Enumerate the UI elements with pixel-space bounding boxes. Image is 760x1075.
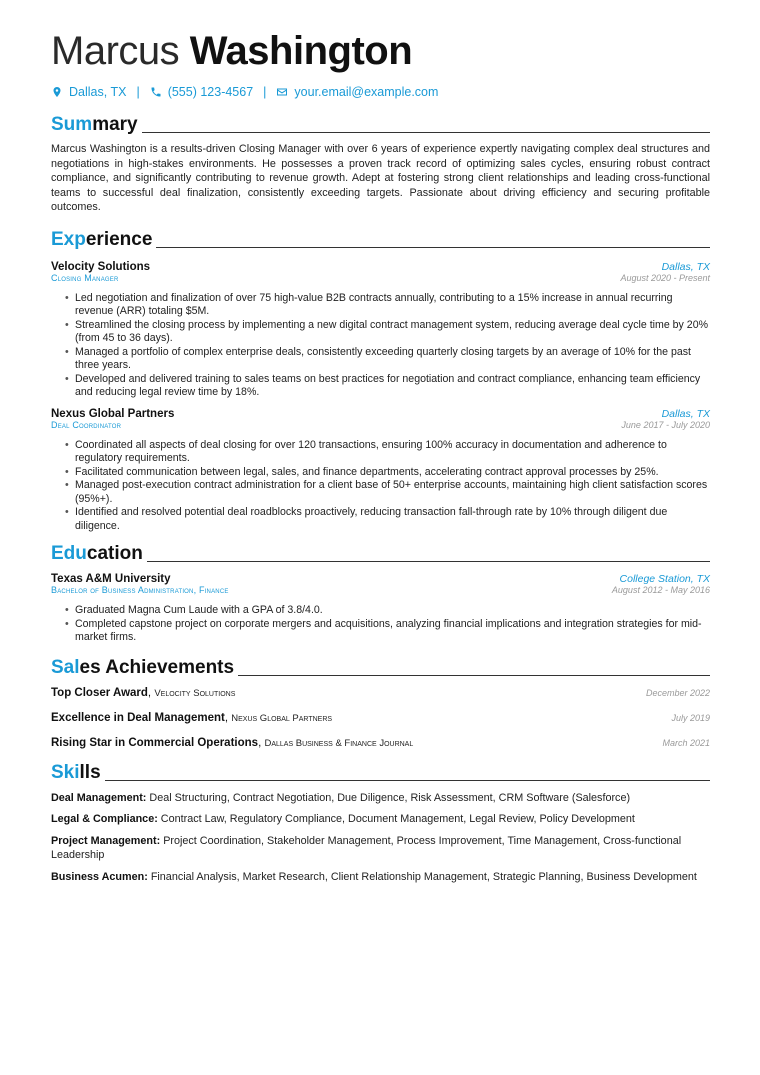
skill-value: Financial Analysis, Market Research, Client Relationship Management, Strategic Planning, Business Development	[150, 870, 697, 883]
bullet-item: • Developed and delivered training to sales teams on best practices for negotiation and contract compliance, enhancing team efficiency and reducing legal review time by 18%.	[65, 373, 710, 400]
location-text: Dallas, TX	[69, 85, 127, 99]
section-title: Skills	[51, 761, 101, 783]
last-name: Washington	[189, 29, 413, 73]
experience-heading	[51, 227, 710, 251]
candidate-name	[51, 28, 710, 74]
section-title: Summary	[51, 114, 138, 135]
achievement-item: Rising Star in Commercial Operations, Dallas Business & Finance Journal March 2021	[51, 736, 710, 749]
award-date: December 2022	[645, 687, 710, 698]
phone-icon	[150, 86, 162, 98]
section-rule	[142, 132, 710, 133]
skill-value: Deal Structuring, Contract Negotiation, Due Diligence, Risk Assessment, CRM Software (Salesforce)	[149, 791, 631, 804]
skill-value: Contract Law, Regulatory Compliance, Document Management, Legal Review, Policy Development	[160, 813, 635, 825]
skill-label: Deal Management:	[51, 791, 147, 804]
phone-text: (555) 123-4567	[167, 85, 254, 99]
job-role: Closing Manager	[51, 272, 119, 283]
contact-separator: |	[263, 85, 267, 99]
job-dates: August 2020 - Present	[620, 272, 710, 283]
bullet-item: • Facilitated communication between legal, sales, and finance departments, accelerating contract approval processes by 25%.	[65, 466, 710, 480]
resume-page	[51, 28, 710, 884]
section-rule	[238, 675, 710, 676]
section-title: Sales Achievements	[51, 656, 235, 678]
education-bullets	[65, 604, 710, 645]
job-entry	[51, 408, 710, 534]
first-name: Marcus	[51, 29, 180, 73]
section-title: Experience	[51, 228, 153, 250]
skill-label: Project Management:	[51, 834, 161, 847]
education-entry	[51, 573, 710, 645]
job-role: Deal Coordinator	[51, 419, 122, 430]
skill-label: Legal & Compliance:	[51, 813, 158, 825]
award-date: July 2019	[671, 712, 710, 723]
contact-phone[interactable]	[150, 85, 253, 99]
map-marker-icon	[51, 86, 63, 98]
skill-line	[51, 812, 710, 827]
education-heading	[51, 541, 710, 565]
award-name: Top Closer Award	[51, 686, 148, 699]
contact-line	[51, 84, 710, 100]
contact-separator: |	[136, 85, 140, 99]
bullet-item: • Coordinated all aspects of deal closing for over 120 transactions, ensuring 100% accuracy in documentation and adherence to regulatory requirements.	[65, 439, 710, 466]
bullet-item: • Completed capstone project on corporate mergers and acquisitions, analyzing financial implications and integration strategies for mid-market firms.	[65, 618, 710, 645]
job-bullets	[65, 292, 710, 400]
education-dates: August 2012 - May 2016	[611, 585, 710, 595]
award-name: Excellence in Deal Management	[51, 711, 225, 724]
section-rule	[156, 247, 710, 248]
award-date: March 2021	[662, 737, 710, 748]
job-bullets	[65, 439, 710, 534]
summary-heading	[51, 112, 710, 136]
skills-heading	[51, 760, 710, 784]
job-dates: June 2017 - July 2020	[621, 419, 710, 430]
award-name: Rising Star in Commercial Operations	[51, 736, 259, 749]
award-org: Velocity Solutions	[154, 687, 236, 699]
skill-label: Business Acumen:	[51, 870, 148, 883]
job-location: Dallas, TX	[661, 260, 710, 273]
skill-line	[51, 834, 710, 863]
bullet-item: • Managed a portfolio of complex enterprise deals, consistently exceeding quarterly closing targets by an average of 10% for the past three years.	[65, 346, 710, 373]
company-name: Nexus Global Partners	[51, 407, 175, 420]
award-org: Nexus Global Partners	[231, 712, 333, 724]
summary-text: Marcus Washington is a results-driven Closing Manager with over 6 years of experience expertly navigating complex deal structures and negotiations in high-stakes environments. He possesses a proven track record of optimizing sales cycles, ensuring robust contract compliance, and significantly contributing to revenue growth. Adept at fostering strong client relationships and leading cross-functional teams to successful deal finalization, consistently exceeding targets. Passionate about driving efficiency and securing profitable outcomes.	[51, 143, 710, 213]
school-location: College Station, TX	[619, 573, 710, 585]
award-org: Dallas Business & Finance Journal	[264, 737, 414, 749]
bullet-item: • Identified and resolved potential deal roadblocks proactively, reducing transaction fall-through rate by 10% through diligent due diligence.	[65, 506, 710, 533]
achievement-item: Excellence in Deal Management, Nexus Global Partners July 2019	[51, 711, 710, 724]
job-location: Dallas, TX	[661, 407, 710, 420]
skill-value: Project Coordination, Stakeholder Management, Process Improvement, Time Management, Cross-functional Leadership	[51, 834, 682, 861]
section-rule	[147, 561, 710, 562]
contact-location	[51, 85, 126, 99]
envelope-icon	[276, 86, 288, 98]
bullet-item: • Managed post-execution contract administration for a client base of 50+ enterprise accounts, maintaining high client satisfaction scores (95%+).	[65, 479, 710, 506]
skill-line	[51, 870, 710, 885]
email-text: your.email@example.com	[294, 85, 439, 99]
degree: Bachelor of Business Administration, Finance	[51, 585, 229, 595]
bullet-item: • Led negotiation and finalization of over 75 high-value B2B contracts annually, contributing to a 15% increase in annual recurring revenue (ARR) totaling $5M.	[65, 292, 710, 319]
job-entry	[51, 261, 710, 400]
bullet-item: • Graduated Magna Cum Laude with a GPA of 3.8/4.0.	[65, 604, 710, 618]
school-name: Texas A&M University	[51, 573, 171, 585]
contact-email[interactable]	[276, 85, 438, 99]
company-name: Velocity Solutions	[51, 260, 151, 273]
achievements-heading	[51, 655, 710, 679]
skill-line	[51, 791, 710, 806]
bullet-item: • Streamlined the closing process by implementing a new digital contract management system, reducing average deal cycle time by 20% (from 45 to 36 days).	[65, 319, 710, 346]
section-rule	[105, 780, 710, 781]
achievement-item: Top Closer Award, Velocity Solutions December 2022	[51, 686, 710, 699]
section-title: Education	[51, 543, 143, 564]
